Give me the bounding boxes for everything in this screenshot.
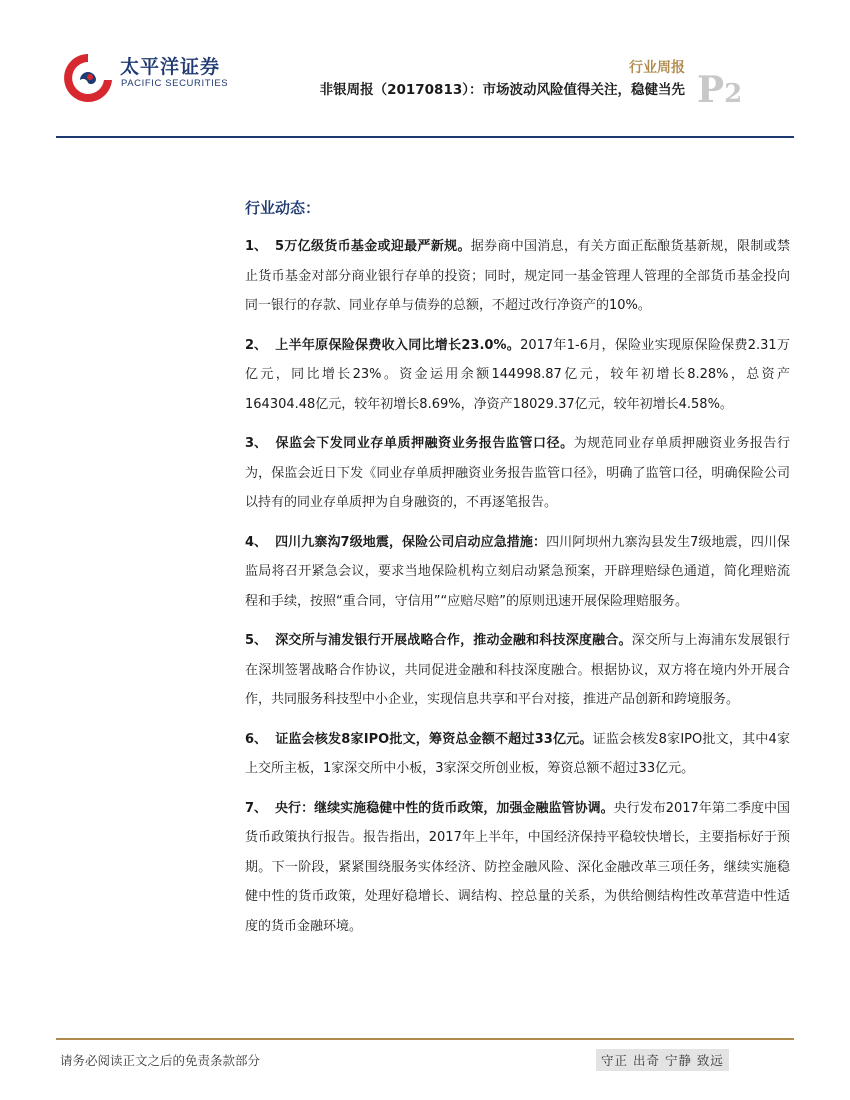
page-number: 2 [724, 79, 743, 109]
news-item [245, 626, 790, 715]
news-item [245, 232, 790, 321]
news-item [245, 429, 790, 518]
news-item-headline: 央行：继续实施稳健中性的货币政策，加强金融监管协调。 [275, 800, 614, 816]
report-type: 行业周报 [629, 60, 685, 76]
news-item [245, 331, 790, 420]
news-item-body: 据券商中国消息，有关方面正酝酿货基新规，限制或禁止货币基金对部分商业银行存单的投资；同时，规定同一基金管理人管理的全部货币基金投向同一银行的存款、同业存单与债券的总额，不超过改行净资产的10%。 [245, 239, 790, 313]
company-logo [60, 50, 230, 106]
news-item-body: 2017年1-6月，保险业实现原保险保费2.31万亿元，同比增长23%。资金运用余额144998.87亿元，较年初增长8.28%，总资产164304.48亿元，较年初增长8.69%，净资产18029.37亿元，较年初增长4.58%。 [245, 337, 790, 412]
logo-name-en: PACIFIC SECURITIES [121, 78, 229, 89]
news-item [245, 528, 790, 617]
news-item-number: 7、 [245, 800, 268, 816]
news-item-body: 央行发布2017年第二季度中国货币政策执行报告。报告指出，2017年上半年，中国经济保持平稳较快增长，主要指标好于预期。下一阶段，紧紧围绕服务实体经济、防控金融风险、深化金融改革三项任务，继续实施稳健中性的货币政策，处理好稳增长、调结构、控总量的关系，为供给侧结构性改革营造中性适度的货币金融环境。 [245, 800, 790, 934]
section-title: 行业动态： [245, 199, 321, 217]
logo-name-cn: 太平洋证券 [120, 56, 221, 78]
news-item-headline: 5万亿级货币基金或迎最严新规。 [275, 239, 471, 254]
news-item-headline: 保监会下发同业存单质押融资业务报告监管口径。 [275, 436, 574, 451]
logo-emblem-icon [60, 50, 116, 106]
news-item [245, 794, 790, 942]
disclaimer-note: 请务必阅读正文之后的免责条款部分 [60, 1053, 261, 1068]
news-item-number: 6、 [245, 731, 268, 747]
news-item-number: 5、 [245, 633, 268, 648]
news-item-headline: 证监会核发8家IPO批文，筹资总金额不超过33亿元。 [275, 731, 593, 747]
report-title: 非银周报（20170813）：市场波动风险值得关注，稳健当先 [319, 82, 685, 98]
news-item-number: 1、 [245, 239, 268, 254]
company-motto: 守正 出奇 宁静 致远 [596, 1049, 729, 1071]
page-number-mark [697, 69, 743, 111]
news-item-body: 为规范同业存单质押融资业务报告行为，保监会近日下发《同业存单质押融资业务报告监管口径》，明确了监管口径，明确保险公司以持有的同业存单质押为自身融资的，不再逐笔报告。 [245, 436, 790, 510]
news-item-body: 证监会核发8家IPO批文，其中4家上交所主板，1家深交所中小板，3家深交所创业板，筹资总额不超过33亿元。 [245, 731, 790, 776]
news-item-headline: 四川九寨沟7级地震，保险公司启动应急措施： [275, 534, 547, 550]
news-item-number: 2、 [245, 337, 268, 353]
footer-divider [56, 1038, 794, 1040]
news-item-headline: 深交所与浦发银行开展战略合作，推动金融和科技深度融合。 [275, 633, 632, 648]
news-item-body: 深交所与上海浦东发展银行在深圳签署战略合作协议，共同促进金融和科技深度融合。根据协议，双方将在境内外开展合作，共同服务科技型中小企业，实现信息共享和平台对接，推进产品创新和跨境服务。 [245, 633, 790, 707]
header-divider [56, 136, 794, 138]
main-content [245, 196, 790, 951]
news-item-body: 四川阿坝州九寨沟县发生7级地震，四川保监局将召开紧急会议，要求当地保险机构立刻启动紧急预案，开辟理赔绿色通道，简化理赔流程和手续，按照“重合同，守信用”“应赔尽赔”的原则迅速开展保险理赔服务。 [245, 534, 791, 609]
news-item-number: 4、 [245, 534, 268, 550]
news-item-headline: 上半年原保险保费收入同比增长23.0%。 [275, 337, 521, 353]
news-item [245, 725, 790, 784]
news-item-number: 3、 [245, 436, 268, 451]
page-letter: P [697, 69, 725, 111]
